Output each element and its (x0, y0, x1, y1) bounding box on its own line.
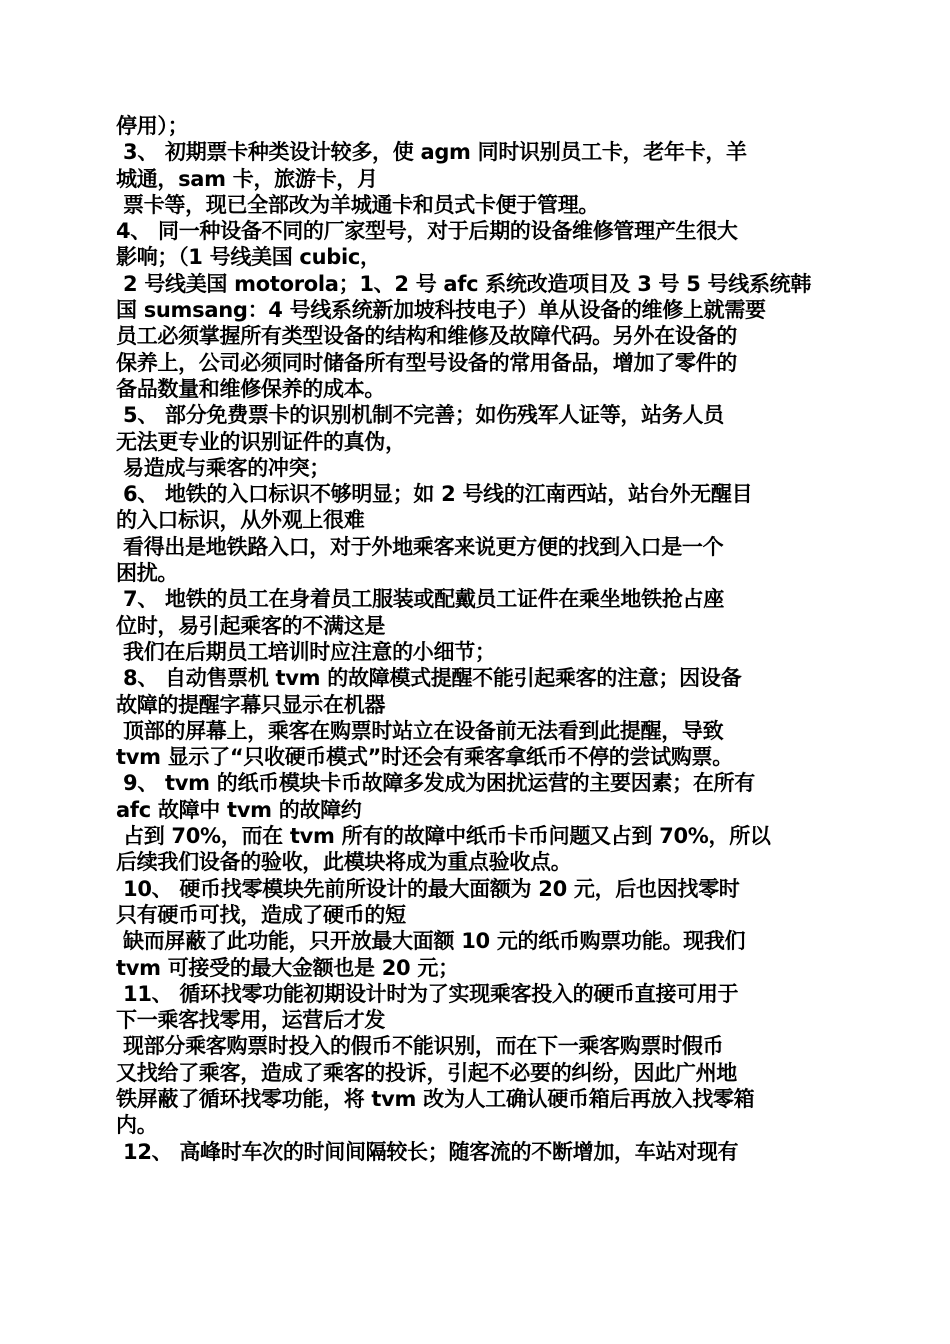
text-line: 票卡等，现已全部改为羊城通卡和员式卡便于管理。 (116, 192, 600, 217)
text-line: 城通，sam 卡，旅游卡，月 (116, 166, 378, 191)
text-line: tvm 可接受的最大金额也是 20 元； (116, 955, 459, 980)
text-line: 停用）； (116, 114, 189, 138)
text-line: 后续我们设备的验收，此模块将成为重点验收点。 (116, 850, 572, 875)
text-line: 困扰。 (116, 561, 179, 586)
text-line: 又找给了乘客，造成了乘客的投诉，引起不必要的纠纷，因此广州地 (116, 1060, 737, 1085)
text-line: 下一乘客找零用，运营后才发 (116, 1008, 386, 1033)
text-line: 内。 (116, 1113, 158, 1138)
text-line: 10、 硬币找零模块先前所设计的最大面额为 20 元，后也因找零时 (116, 876, 740, 901)
text-line: 5、 部分免费票卡的识别机制不完善；如伤残军人证等，站务人员 (116, 403, 724, 428)
text-line: 12、 高峰时车次的时间间隔较长；随客流的不断增加，车站对现有 (116, 1139, 739, 1164)
text-line: 缺而屏蔽了此功能，只开放最大面额 10 元的纸币购票功能。现我们 (116, 929, 746, 954)
text-line: 3、 初期票卡种类设计较多，使 agm 同时识别员工卡，老年卡，羊 (116, 140, 747, 165)
text-line: 看得出是地铁路入口，对于外地乘客来说更方便的找到入口是一个 (116, 534, 724, 559)
text-line: 占到 70%，而在 tvm 所有的故障中纸币卡币问题又占到 70%，所以 (116, 824, 771, 849)
text-line: 只有硬币可找，造成了硬币的短 (116, 902, 406, 927)
text-line: 顶部的屏幕上，乘客在购票时站立在设备前无法看到此提醒，导致 (116, 718, 724, 743)
text-line: 国 sumsang：4 号线系统新加坡科技电子）单从设备的维修上就需要 (116, 298, 766, 323)
text-line: 我们在后期员工培训时应注意的小细节； (116, 639, 496, 664)
text-line: 2 号线美国 motorola；1、2 号 afc 系统改造项目及 3 号 5 号线系统韩 (116, 271, 812, 296)
text-line: 保养上，公司必须同时储备所有型号设备的常用备品，增加了零件的 (116, 350, 737, 375)
text-line: 无法更专业的识别证件的真伪， (116, 429, 406, 454)
document-body (116, 113, 838, 1165)
text-line: tvm 显示了“只收硬币模式”时还会有乘客拿纸币不停的尝试购票。 (116, 745, 733, 770)
text-line: 6、 地铁的入口标识不够明显；如 2 号线的江南西站，站台外无醒目 (116, 482, 753, 507)
text-line: afc 故障中 tvm 的故障约 (116, 797, 362, 822)
text-line: 现部分乘客购票时投入的假币不能识别，而在下一乘客购票时假币 (116, 1034, 724, 1059)
text-line: 的入口标识，从外观上很难 (116, 508, 365, 533)
text-line: 9、 tvm 的纸币模块卡币故障多发成为困扰运营的主要因素；在所有 (116, 771, 755, 796)
text-line: 位时，易引起乘客的不满这是 (116, 613, 386, 638)
text-line: 铁屏蔽了循环找零功能，将 tvm 改为人工确认硬币箱后再放入找零箱 (116, 1086, 755, 1111)
text-line: 7、 地铁的员工在身着员工服装或配戴员工证件在乘坐地铁抢占座 (116, 587, 724, 612)
text-line: 员工必须掌握所有类型设备的结构和维修及故障代码。另外在设备的 (116, 324, 737, 349)
text-line: 11、 循环找零功能初期设计时为了实现乘客投入的硬币直接可用于 (116, 981, 739, 1006)
text-line: 影响；（1 号线美国 cubic， (116, 245, 381, 270)
text-line: 易造成与乘客的冲突； (116, 455, 331, 480)
text-line: 备品数量和维修保养的成本。 (116, 376, 386, 401)
text-line: 4、 同一种设备不同的厂家型号，对于后期的设备维修管理产生很大 (116, 219, 738, 244)
text-line: 8、 自动售票机 tvm 的故障模式提醒不能引起乘客的注意；因设备 (116, 666, 742, 691)
text-line: 故障的提醒字幕只显示在机器 (116, 692, 386, 717)
